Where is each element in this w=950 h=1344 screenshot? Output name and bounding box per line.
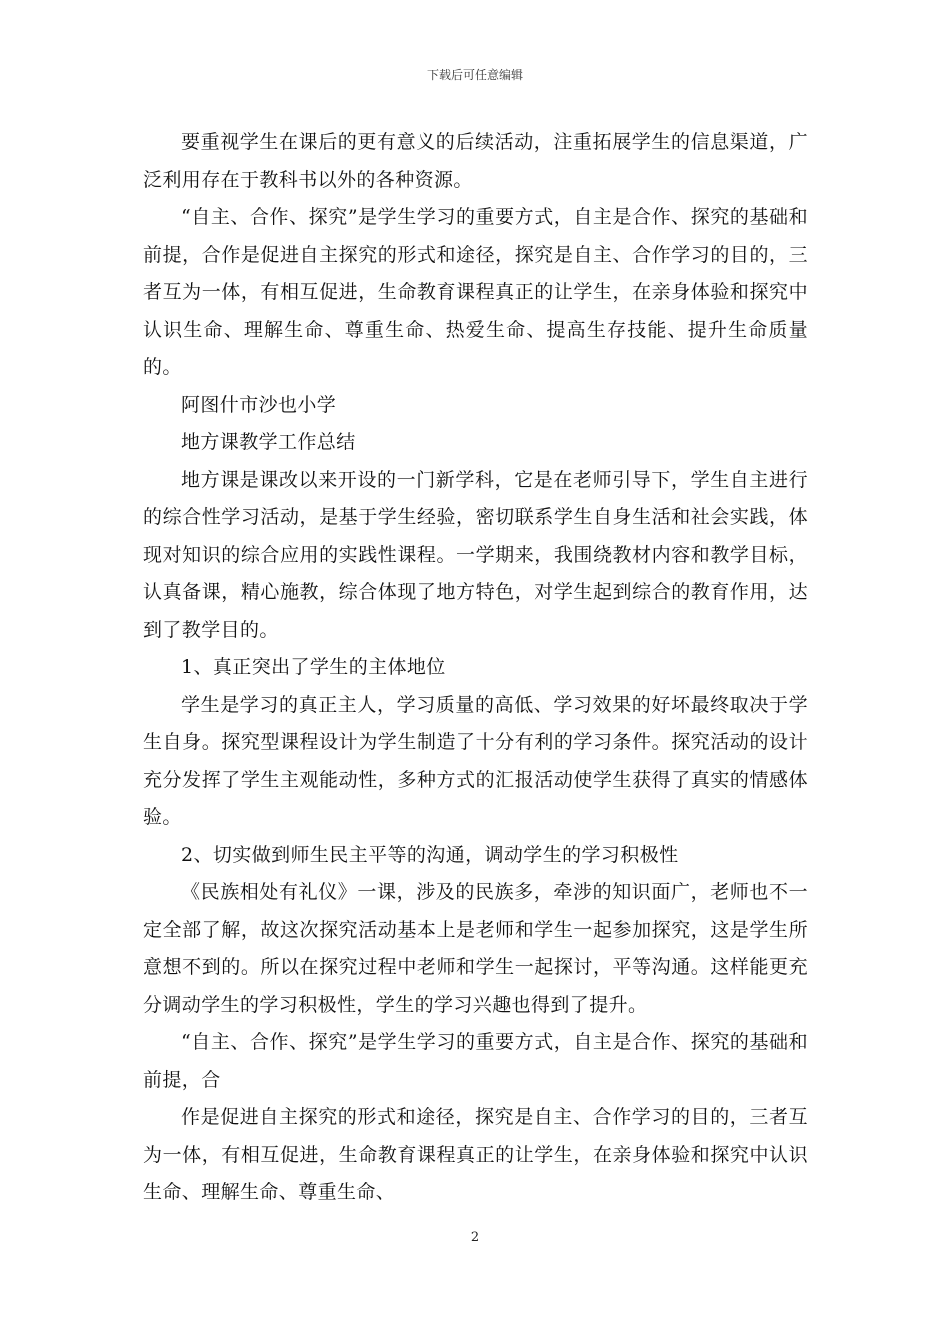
- section-title: 地方课教学工作总结: [181, 431, 356, 453]
- numbered-heading: 2、切实做到师生民主平等的沟通，调动学生的学习积极性: [181, 843, 679, 866]
- school-name-line: 阿图什市沙也小学: [181, 393, 337, 416]
- numbered-heading: 1、真正突出了学生的主体地位: [181, 656, 446, 678]
- page-header: 下载后可任意编辑: [426, 68, 523, 82]
- paragraph: 学生是学习的真正主人，学习质量的高低、学习效果的好坏最终取决于学生自身。探究型课程设计为学生制造了十分有利的学习条件。探究活动的设计充分发挥了学生主观能动性，多种方式的汇报活动使学生获得了真实的情感体验。: [143, 693, 808, 828]
- page-number: 2: [470, 1230, 480, 1245]
- paragraph: “自主、合作、探究”是学生学习的重要方式，自主是合作、探究的基础和前提，合: [143, 1031, 808, 1091]
- paragraph: 要重视学生在课后的更有意义的后续活动，注重拓展学生的信息渠道，广泛利用存在于教科书以外的各种资源。: [143, 131, 808, 191]
- paragraph: “自主、合作、探究”是学生学习的重要方式，自主是合作、探究的基础和前提，合作是促进自主探究的形式和途径，探究是自主、合作学习的目的，三者互为一体，有相互促进，生命教育课程真正的让学生，在亲身体验和探究中认识生命、理解生命、尊重生命、热爱生命、提高生存技能、提升生命质量的。: [143, 206, 808, 378]
- paragraph: 《民族相处有礼仪》一课，涉及的民族多，牵涉的知识面广，老师也不一定全部了解，故这次探究活动基本上是老师和学生一起参加探究，这是学生所意想不到的。所以在探究过程中老师和学生一起探讨，平等沟通。这样能更充分调动学生的学习积极性，学生的学习兴趣也得到了提升。: [143, 881, 808, 1016]
- paragraph: 作是促进自主探究的形式和途径，探究是自主、合作学习的目的，三者互为一体，有相互促进，生命教育课程真正的让学生，在亲身体验和探究中认识生命、理解生命、尊重生命、: [143, 1106, 808, 1203]
- paragraph: 地方课是课改以来开设的一门新学科，它是在老师引导下，学生自主进行的综合性学习活动，是基于学生经验，密切联系学生自身生活和社会实践，体现对知识的综合应用的实践性课程。一学期来，我围绕教材内容和教学目标，认真备课，精心施教，综合体现了地方特色，对学生起到综合的教育作用，达到了教学目的。: [143, 468, 808, 641]
- document-body: [143, 124, 808, 1212]
